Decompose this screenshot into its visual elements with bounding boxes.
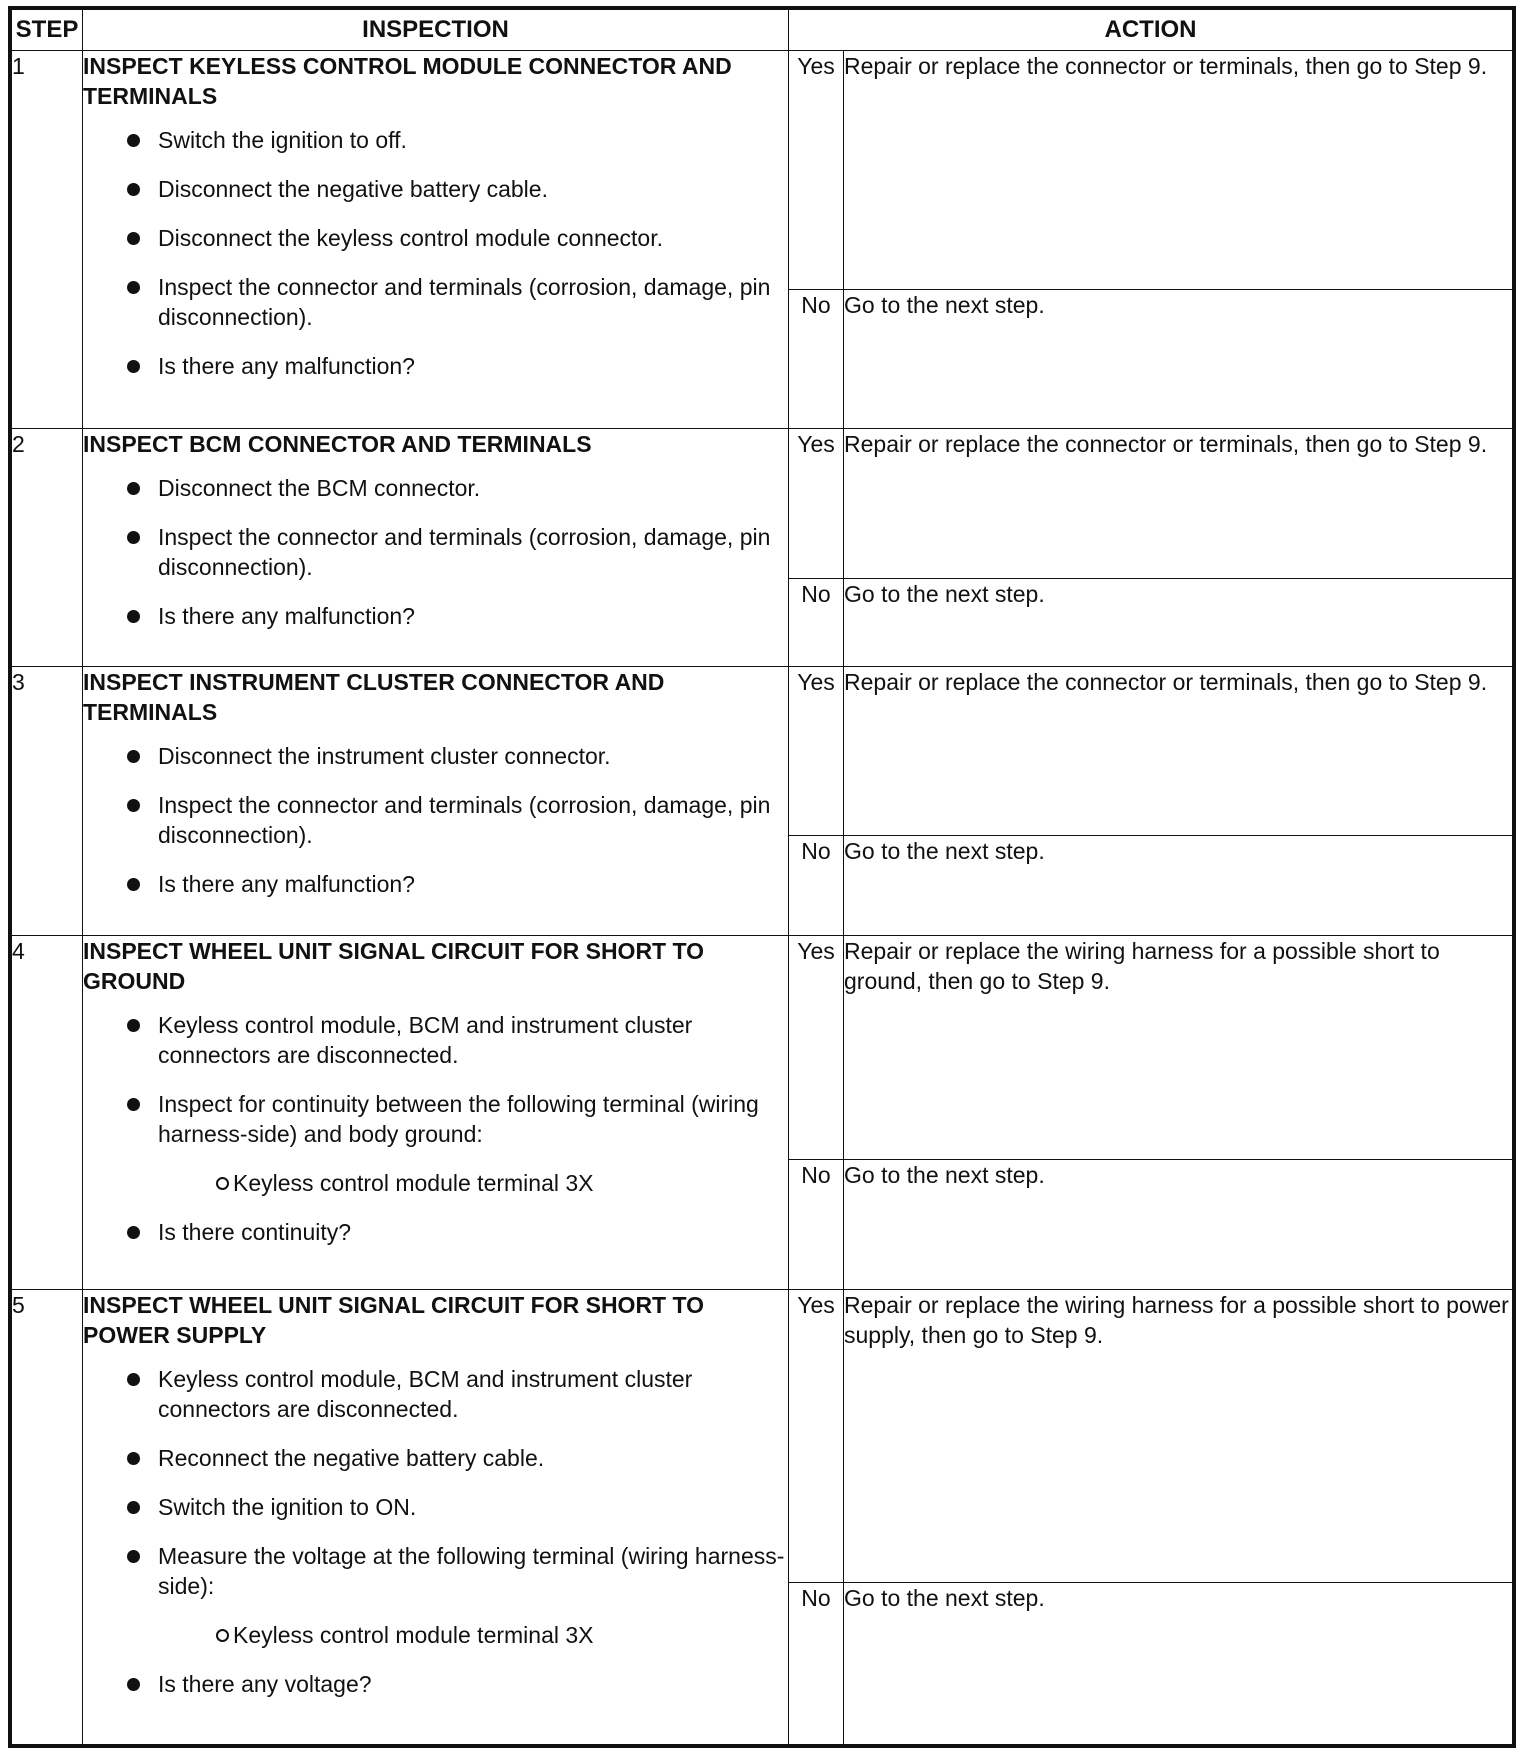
step-5-yes-row xyxy=(12,1290,1513,1583)
header-inspection: INSPECTION xyxy=(83,10,789,51)
step-2-yes-row xyxy=(12,429,1513,579)
step-title: INSPECT KEYLESS CONTROL MODULE CONNECTOR AND TERMINALS xyxy=(83,53,732,109)
step-number: 1 xyxy=(12,51,83,429)
step-inspection xyxy=(83,51,789,429)
sub-bullet-text: Keyless control module terminal 3X xyxy=(233,1170,594,1196)
step-number: 5 xyxy=(12,1290,83,1745)
header-row xyxy=(12,10,1513,51)
header-action: ACTION xyxy=(789,10,1513,51)
step-title: INSPECT INSTRUMENT CLUSTER CONNECTOR AND TERMINALS xyxy=(83,669,665,725)
step-1-yes-row xyxy=(12,51,1513,290)
inspection-bullet: Disconnect the negative battery cable. xyxy=(83,174,788,204)
step-number: 3 xyxy=(12,667,83,936)
no-label: No xyxy=(789,1583,844,1745)
step-inspection xyxy=(83,429,789,667)
inspection-bullet: Keyless control module, BCM and instrument cluster connectors are disconnected. xyxy=(83,1010,788,1070)
inspection-bullet: Disconnect the instrument cluster connector. xyxy=(83,741,788,771)
no-action: Go to the next step. xyxy=(844,1160,1513,1290)
sub-bullet xyxy=(83,1168,788,1198)
step-number: 2 xyxy=(12,429,83,667)
no-action: Go to the next step. xyxy=(844,836,1513,936)
inspection-bullet: Keyless control module, BCM and instrument cluster connectors are disconnected. xyxy=(83,1364,788,1424)
no-label: No xyxy=(789,836,844,936)
inspection-bullet: Switch the ignition to ON. xyxy=(83,1492,788,1522)
step-inspection xyxy=(83,1290,789,1745)
hollow-circle-icon xyxy=(216,1629,229,1642)
inspection-bullet: Disconnect the BCM connector. xyxy=(83,473,788,503)
inspection-bullet: Is there any malfunction? xyxy=(83,869,788,899)
step-title: INSPECT WHEEL UNIT SIGNAL CIRCUIT FOR SHORT TO GROUND xyxy=(83,938,705,994)
yes-action: Repair or replace the wiring harness for a possible short to power supply, then go to Step 9. xyxy=(844,1290,1513,1583)
inspection-bullet: Is there any malfunction? xyxy=(83,351,788,381)
inspection-bullet: Is there any voltage? xyxy=(83,1669,788,1699)
inspection-bullet: Reconnect the negative battery cable. xyxy=(83,1443,788,1473)
sub-bullet xyxy=(83,1620,788,1650)
step-3-yes-row xyxy=(12,667,1513,836)
procedure-sheet xyxy=(8,6,1516,1748)
inspection-bullet: Inspect the connector and terminals (corrosion, damage, pin disconnection). xyxy=(83,790,788,850)
inspection-bullet: Inspect the connector and terminals (corrosion, damage, pin disconnection). xyxy=(83,272,788,332)
hollow-circle-icon xyxy=(216,1177,229,1190)
yes-action: Repair or replace the wiring harness for a possible short to ground, then go to Step 9. xyxy=(844,936,1513,1160)
no-action: Go to the next step. xyxy=(844,1583,1513,1745)
inspection-bullet: Is there any malfunction? xyxy=(83,601,788,631)
step-4-yes-row xyxy=(12,936,1513,1160)
no-label: No xyxy=(789,1160,844,1290)
yes-action: Repair or replace the connector or terminals, then go to Step 9. xyxy=(844,667,1513,836)
yes-label: Yes xyxy=(789,429,844,579)
yes-label: Yes xyxy=(789,1290,844,1583)
yes-label: Yes xyxy=(789,667,844,836)
no-action: Go to the next step. xyxy=(844,290,1513,429)
step-inspection xyxy=(83,667,789,936)
diagnostic-procedure-table xyxy=(11,9,1513,1745)
inspection-bullet xyxy=(83,1541,788,1650)
no-label: No xyxy=(789,579,844,667)
inspection-bullet: Is there continuity? xyxy=(83,1217,788,1247)
step-number: 4 xyxy=(12,936,83,1290)
step-title: INSPECT BCM CONNECTOR AND TERMINALS xyxy=(83,431,592,457)
yes-action: Repair or replace the connector or terminals, then go to Step 9. xyxy=(844,51,1513,290)
yes-action: Repair or replace the connector or terminals, then go to Step 9. xyxy=(844,429,1513,579)
inspection-bullet: Inspect the connector and terminals (corrosion, damage, pin disconnection). xyxy=(83,522,788,582)
header-step: STEP xyxy=(12,10,83,51)
inspection-bullet xyxy=(83,1089,788,1198)
sub-bullet-text: Keyless control module terminal 3X xyxy=(233,1622,594,1648)
yes-label: Yes xyxy=(789,51,844,290)
step-title: INSPECT WHEEL UNIT SIGNAL CIRCUIT FOR SHORT TO POWER SUPPLY xyxy=(83,1292,705,1348)
step-inspection xyxy=(83,936,789,1290)
inspection-bullet: Switch the ignition to off. xyxy=(83,125,788,155)
no-action: Go to the next step. xyxy=(844,579,1513,667)
no-label: No xyxy=(789,290,844,429)
yes-label: Yes xyxy=(789,936,844,1160)
inspection-bullet-text: Inspect for continuity between the following terminal (wiring harness-side) and body ground: xyxy=(158,1091,759,1147)
inspection-bullet: Disconnect the keyless control module connector. xyxy=(83,223,788,253)
inspection-bullet-text: Measure the voltage at the following terminal (wiring harness-side): xyxy=(158,1543,785,1599)
